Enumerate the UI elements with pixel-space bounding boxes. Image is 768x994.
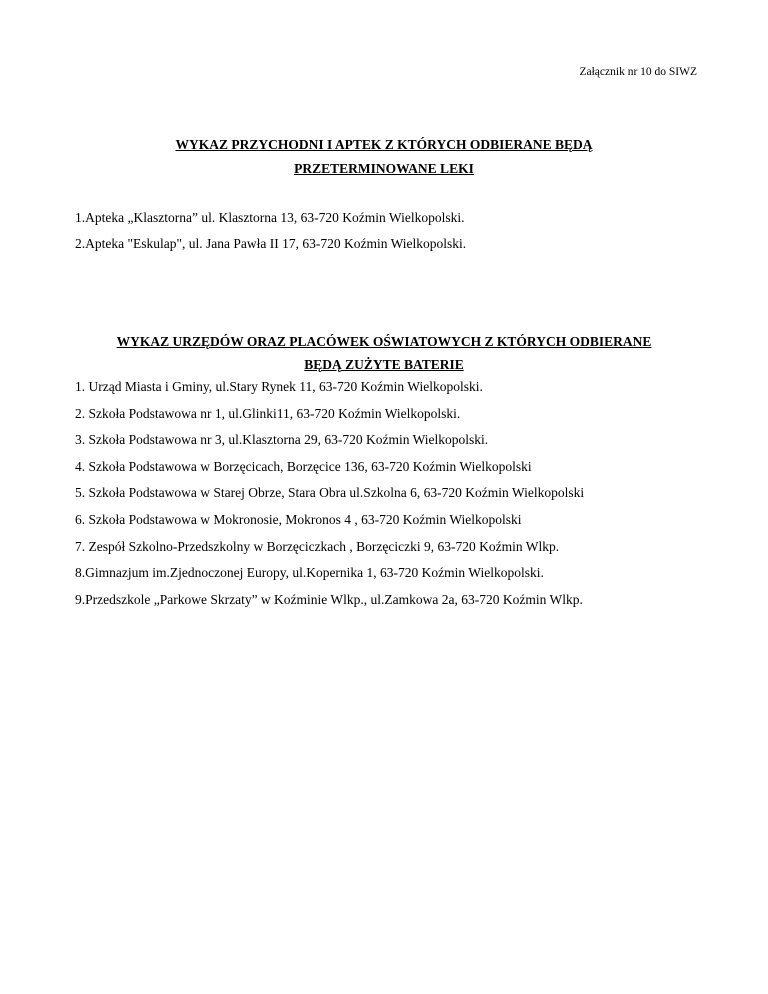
section1-title-line2: PRZETERMINOWANE LEKI [294,161,474,176]
section2-title-line1: WYKAZ URZĘDÓW ORAZ PLACÓWEK OŚWIATOWYCH Z KTÓRYCH ODBIERANE [116,334,652,349]
list-item: 2.Apteka "Eskulap", ul. Jana Pawła II 17, 63-720 Koźmin Wielkopolski. [75,236,467,251]
pharmacy-list [75,209,466,261]
section1-title-line1: WYKAZ PRZYCHODNI I APTEK Z KTÓRYCH ODBIERANE BĘDĄ [175,137,593,152]
annex-label: Załącznik nr 10 do SIWZ [579,66,697,78]
list-item: 3. Szkoła Podstawowa nr 3, ul.Klasztorna 29, 63-720 Koźmin Wielkopolski. [75,432,489,448]
list-item: 7. Zespół Szkolno-Przedszkolny w Borzęciczkach , Borzęciczki 9, 63-720 Koźmin Wlkp. [75,538,560,554]
section2-title-line2: BĘDĄ ZUŻYTE BATERIE [304,357,464,372]
list-item: 4. Szkoła Podstawowa w Borzęcicach, Borzęcice 136, 63-720 Koźmin Wielkopolski [75,458,532,474]
list-item: 5. Szkoła Podstawowa w Starej Obrze, Stara Obra ul.Szkolna 6, 63-720 Koźmin Wielkopolski [75,485,585,501]
list-item: 1. Urząd Miasta i Gminy, ul.Stary Rynek 11, 63-720 Koźmin Wielkopolski. [75,379,483,394]
list-item: 6. Szkoła Podstawowa w Mokronosie, Mokronos 4 , 63-720 Koźmin Wielkopolski [75,511,522,527]
list-item: 1.Apteka „Klasztorna” ul. Klasztorna 13, 63-720 Koźmin Wielkopolski. [75,210,465,225]
list-item: 9.Przedszkole „Parkowe Skrzaty” w Koźminie Wlkp., ul.Zamkowa 2a, 63-720 Koźmin Wlkp. [75,591,583,607]
list-item: 2. Szkoła Podstawowa nr 1, ul.Glinki11, 63-720 Koźmin Wielkopolski. [75,405,461,421]
institution-list [75,378,584,617]
list-item: 8.Gimnazjum im.Zjednoczonej Europy, ul.Kopernika 1, 63-720 Koźmin Wielkopolski. [75,565,544,581]
